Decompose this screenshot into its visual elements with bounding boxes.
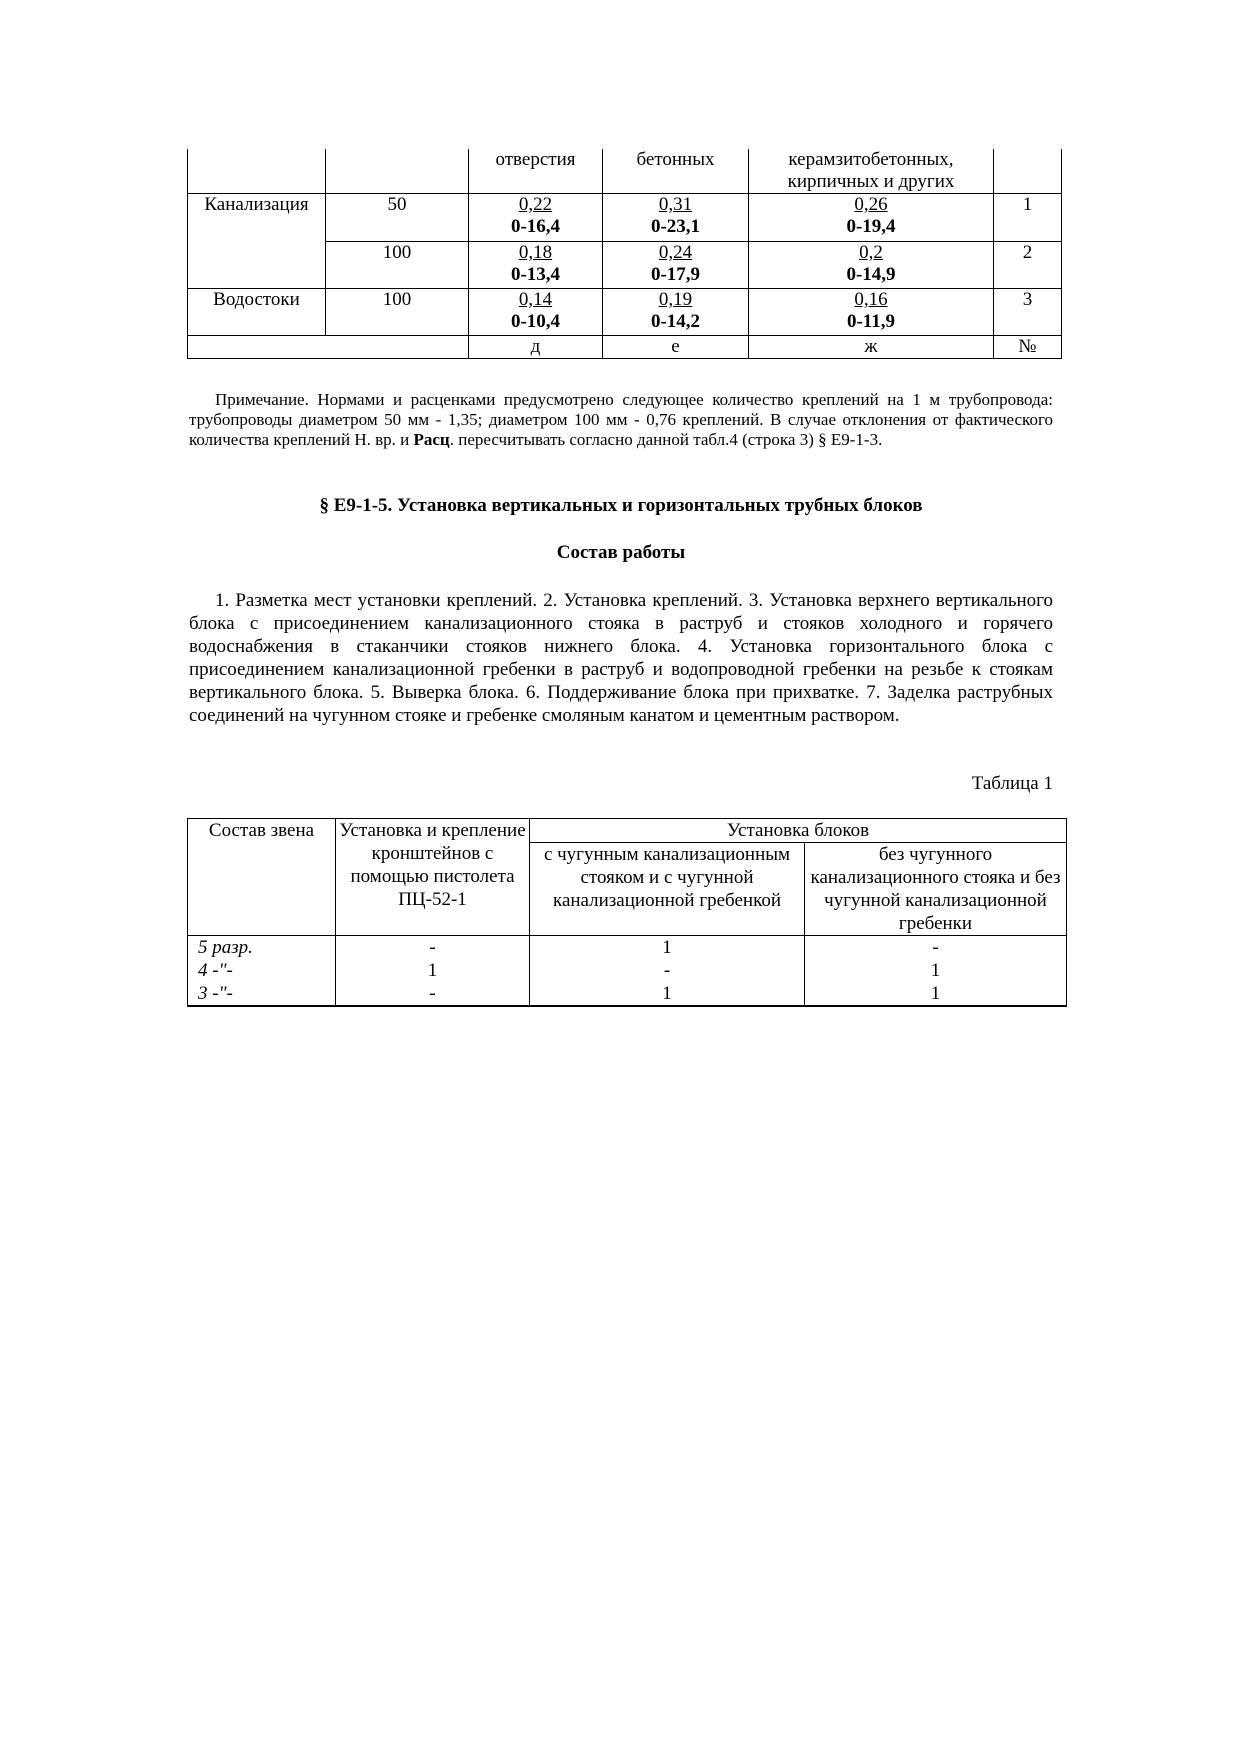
header-cell bbox=[188, 149, 326, 194]
diameter-cell: 50 bbox=[326, 194, 469, 242]
table-cell: 1 bbox=[336, 959, 530, 982]
row-number-cell: 1 bbox=[994, 194, 1062, 242]
norm-cell bbox=[749, 194, 994, 242]
crew-composition-table bbox=[187, 818, 1067, 1007]
price-value: 0-19,4 bbox=[846, 216, 896, 237]
header-cell bbox=[326, 149, 469, 194]
header-cell: бетонных bbox=[603, 149, 749, 194]
price-value: 0-13,4 bbox=[510, 264, 561, 285]
header-cell: Установка блоков bbox=[530, 819, 1067, 843]
table-row bbox=[188, 936, 1067, 960]
column-letter-cell: е bbox=[603, 336, 749, 359]
note-text: Примечание. Нормами и расценками предусмотрено следующее количество креплений на 1 м трубопровода: трубопроводы диаметром 50 мм - 1,35; диаметром 100 мм - 0,76 креплений. В случае отклонения от фактического количества креплений Н. вр. и bbox=[189, 390, 1053, 449]
table-cell: - bbox=[336, 982, 530, 1006]
price-value: 0-10,4 bbox=[510, 311, 561, 332]
crew-grade-cell: 3 -"- bbox=[188, 982, 336, 1006]
table-footer-row bbox=[188, 336, 1062, 359]
price-value: 0-11,9 bbox=[846, 311, 896, 332]
note-paragraph bbox=[189, 390, 1053, 450]
section-title: § Е9-1-5. Установка вертикальных и горизонтальных трубных блоков bbox=[319, 495, 923, 516]
header-cell: керамзитобетонных, кирпичных и других bbox=[749, 149, 994, 194]
price-value: 0-14,9 bbox=[846, 264, 896, 285]
norm-cell bbox=[603, 242, 749, 289]
pipe-type-cell: Водостоки bbox=[188, 289, 326, 336]
work-composition-title: Состав работы bbox=[556, 542, 686, 563]
header-cell: Установка и крепление кронштейнов с помощью пистолета ПЦ-52-1 bbox=[336, 819, 530, 936]
crew-grade-cell: 4 -"- bbox=[188, 959, 336, 982]
table-cell: - bbox=[530, 959, 805, 982]
header-cell: без чугунного канализационного стояка и без чугунной канализационной гребенки bbox=[805, 843, 1067, 936]
diameter-cell: 100 bbox=[326, 289, 469, 336]
table-header-row bbox=[188, 819, 1067, 843]
norm-value: 0,18 bbox=[518, 242, 553, 263]
table-cell: 1 bbox=[805, 982, 1067, 1006]
column-letter-cell: д bbox=[469, 336, 603, 359]
norm-value: 0,24 bbox=[658, 242, 693, 263]
table-cell: 1 bbox=[530, 982, 805, 1006]
table-cell: - bbox=[336, 936, 530, 960]
diameter-cell: 100 bbox=[326, 242, 469, 289]
price-value: 0-17,9 bbox=[650, 264, 701, 285]
pipe-type-cell: Канализация bbox=[188, 194, 326, 289]
work-composition-text: 1. Разметка мест установки креплений. 2. Установка креплений. 3. Установка верхнего вертикального блока с присоединением канализационного стояка в раструб и стояков холодного и горячего водоснабжения в стаканчики стояков нижнего блока. 4. Установка горизонтального блока с присоединением канализационной гребенки в раструб и водопроводной гребенки на резьбе к стоякам вертикального блока. 5. Выверка блока. 6. Поддерживание блока при прихватке. 7. Заделка раструбных соединений на чугунном стояке и гребенке смоляным канатом и цементным раствором. bbox=[189, 590, 1053, 726]
norm-cell bbox=[469, 289, 603, 336]
norms-table bbox=[187, 149, 1062, 359]
norm-value: 0,26 bbox=[854, 194, 888, 215]
column-letter-cell: № bbox=[994, 336, 1062, 359]
norm-cell bbox=[749, 242, 994, 289]
price-value: 0-23,1 bbox=[650, 216, 701, 237]
column-letter-cell: ж bbox=[749, 336, 994, 359]
norm-cell bbox=[749, 289, 994, 336]
price-value: 0-14,2 bbox=[650, 311, 701, 332]
price-value: 0-16,4 bbox=[510, 216, 561, 237]
table-row bbox=[188, 959, 1067, 982]
header-cell: с чугунным канализационным стояком и с чугунной канализационной гребенкой bbox=[530, 843, 805, 936]
table-row bbox=[188, 194, 1062, 242]
norm-value: 0,14 bbox=[518, 289, 553, 310]
header-cell: отверстия bbox=[469, 149, 603, 194]
norm-cell bbox=[603, 194, 749, 242]
norm-value: 0,16 bbox=[854, 289, 888, 310]
row-number-cell: 2 bbox=[994, 242, 1062, 289]
table-cell: 1 bbox=[805, 959, 1067, 982]
norm-cell bbox=[469, 242, 603, 289]
norm-value: 0,2 bbox=[859, 242, 883, 263]
norm-value: 0,19 bbox=[658, 289, 693, 310]
table-row bbox=[188, 289, 1062, 336]
norm-cell bbox=[603, 289, 749, 336]
norm-value: 0,22 bbox=[518, 194, 553, 215]
table-row bbox=[188, 982, 1067, 1006]
norm-value: 0,31 bbox=[658, 194, 693, 215]
table-cell: - bbox=[805, 936, 1067, 960]
header-cell bbox=[994, 149, 1062, 194]
note-text: . пересчитывать согласно данной табл.4 (строка 3) § Е9-1-3. bbox=[449, 430, 883, 449]
row-number-cell: 3 bbox=[994, 289, 1062, 336]
table-caption: Таблица 1 bbox=[971, 773, 1053, 794]
note-bold-text: Расц bbox=[413, 430, 450, 449]
header-cell: Состав звена bbox=[188, 819, 336, 936]
crew-grade-cell: 5 разр. bbox=[188, 936, 336, 960]
table-cell: 1 bbox=[530, 936, 805, 960]
table-header-row bbox=[188, 149, 1062, 194]
norm-cell bbox=[469, 194, 603, 242]
footer-cell bbox=[188, 336, 469, 359]
